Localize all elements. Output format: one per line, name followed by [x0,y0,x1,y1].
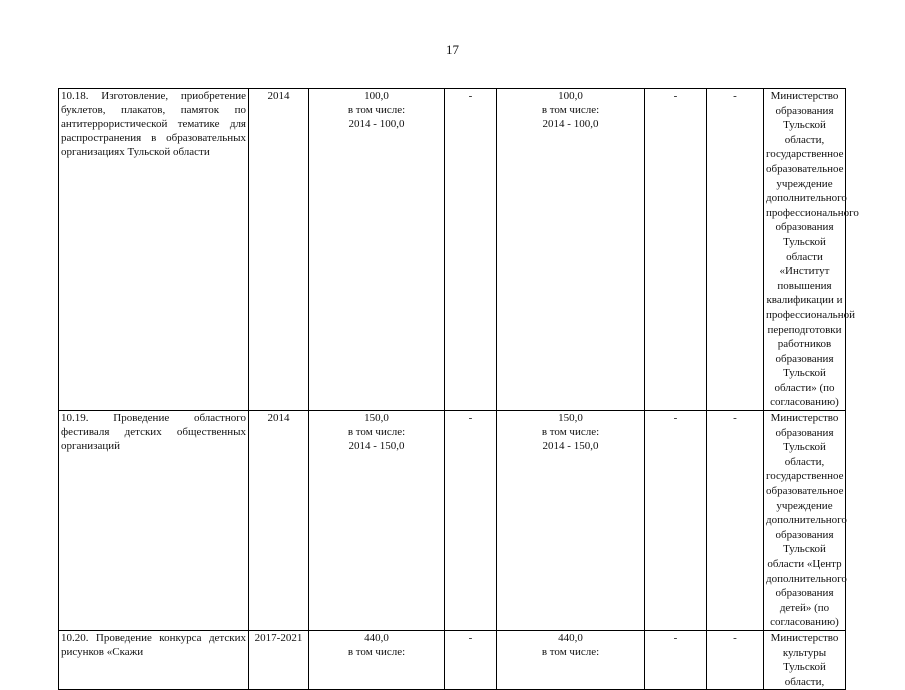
program-measures-table [58,88,859,690]
years-cell: 2014 [249,89,309,411]
responsible-executor-cell: Министерство образования Тульской области, государственное образовательное учреждение дополнительного профессионального образования Тульской области «Институт повышения квалификации и профессиональной переподготовки работников образования Тульской области» (по согласованию) [764,89,846,411]
federal-budget-cell: - [445,89,497,411]
total-funding-cell: 440,0 в том числе: [309,630,445,689]
other-sources-cell: - [707,411,764,631]
total-funding-cell: 150,0 в том числе: 2014 - 150,0 [309,411,445,631]
page-number: 17 [446,42,459,57]
other-sources-cell: - [707,89,764,411]
years-cell: 2014 [249,411,309,631]
measure-name-cell: 10.19. Проведение областного фестиваля детских общественных организаций [59,411,249,631]
measure-name-cell: 10.18. Изготовление, приобретение буклетов, плакатов, памяток по антитеррористической тематике для распространения в образовательных организациях Тульской области [59,89,249,411]
regional-budget-cell: 440,0 в том числе: [497,630,645,689]
local-budget-cell: - [645,89,707,411]
total-funding-cell: 100,0 в том числе: 2014 - 100,0 [309,89,445,411]
federal-budget-cell: - [445,411,497,631]
table-row [59,630,846,689]
table-row [59,89,846,411]
years-cell: 2017-2021 [249,630,309,689]
local-budget-cell: - [645,630,707,689]
measure-name-cell: 10.20. Проведение конкурса детских рисунков «Скажи [59,630,249,689]
regional-budget-cell: 150,0 в том числе: 2014 - 150,0 [497,411,645,631]
local-budget-cell: - [645,411,707,631]
federal-budget-cell: - [445,630,497,689]
regional-budget-cell: 100,0 в том числе: 2014 - 100,0 [497,89,645,411]
responsible-executor-cell: Министерство культуры Тульской области, [764,630,846,689]
table-row [59,411,846,631]
other-sources-cell: - [707,630,764,689]
responsible-executor-cell: Министерство образования Тульской области, государственное образовательное учреждение дополнительного образования Тульской области «Центр дополнительного образования детей» (по согласованию) [764,411,846,631]
